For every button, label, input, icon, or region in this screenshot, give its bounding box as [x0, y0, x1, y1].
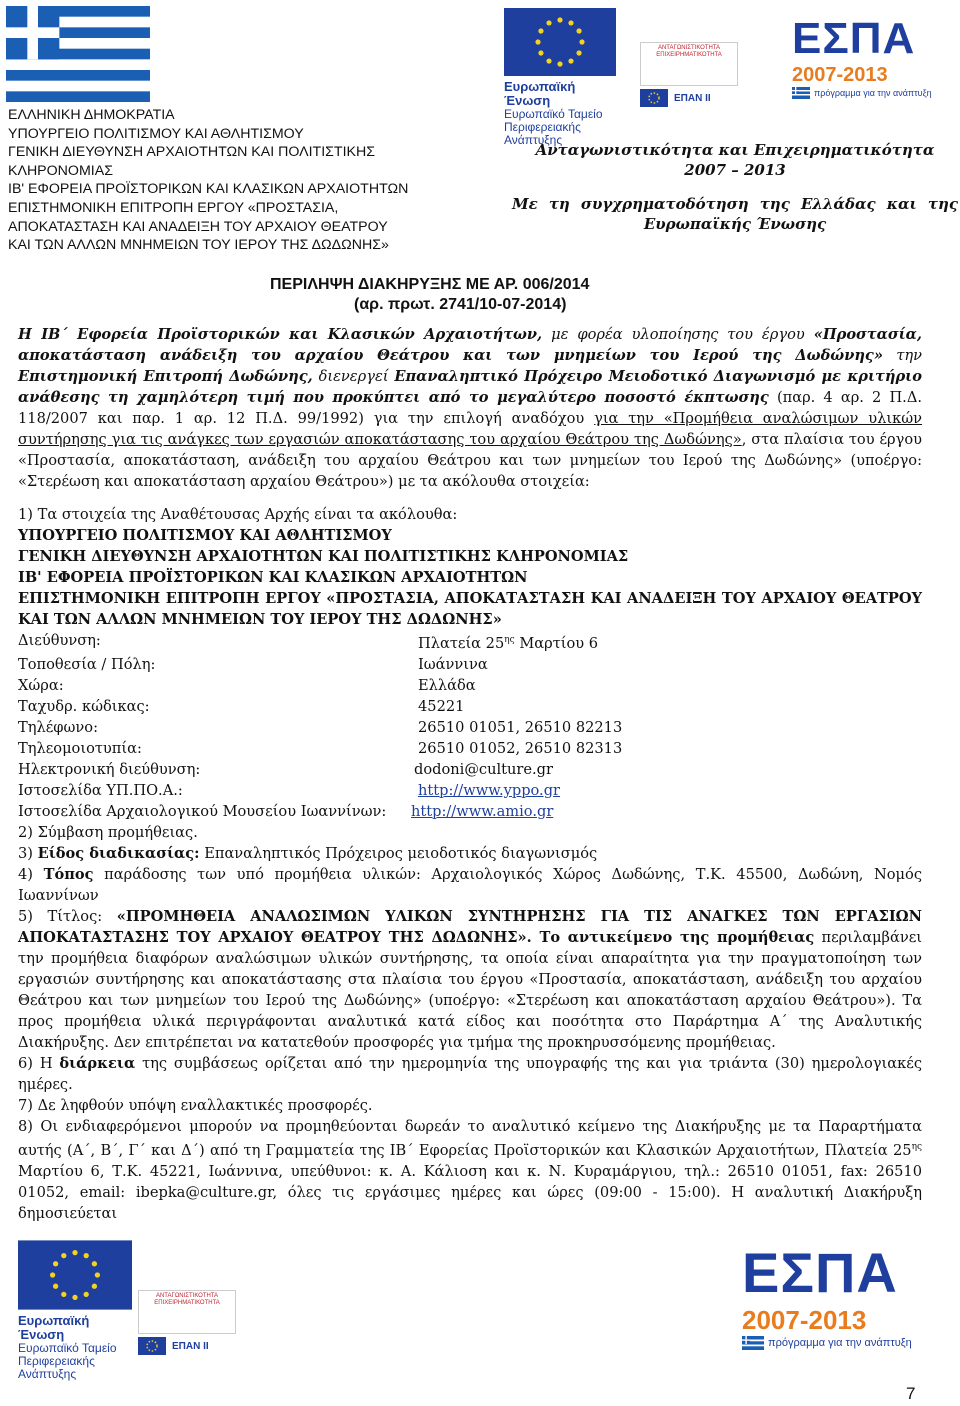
eu-caption: Ευρωπαϊκή Ένωση	[18, 1313, 90, 1342]
erdf-caption-2: Περιφερειακής Ανάπτυξης	[18, 1354, 95, 1381]
authority-line: ΕΠΙΣΤΗΜΟΝΙΚΗ ΕΠΙΤΡΟΠΗ ΕΡΓΟΥ «ΠΡΟΣΤΑΣΙΑ,	[8, 199, 339, 216]
field-key: Τηλέφωνο:	[18, 718, 98, 736]
item-text: 8) Οι ενδιαφερόμενοι μπορούν να προμηθεύονται δωρεάν το αναλυτικό κείμενο της Διακήρυξης με τα Παραρτήματα αυτής (Α΄, Β΄, Γ΄ και Δ΄) από τη Γραμματεία της ΙΒ΄ Εφορείας Προϊστορικών και Κλασικών Αρχαιοτήτων, Πλατεία 25	[18, 1117, 922, 1159]
eu-star-icon	[546, 58, 551, 63]
program-name: Ανταγωνιστικότητα και Επιχειρηματικότητα	[535, 141, 935, 159]
competitiveness-caption: ΑΝΤΑΓΩΝΙΣΤΙΚΟΤΗΤΑ ΕΠΙΧΕΙΡΗΜΑΤΙΚΟΤΗΤΑ	[138, 1290, 236, 1334]
authority-line: ΚΑΙ ΤΩΝ ΑΛΛΩΝ ΜΝΗΜΕΙΩΝ ΤΟΥ ΙΕΡΟΥ ΤΗΣ ΔΩΔΩΝΗΣ»	[8, 237, 389, 254]
field-website	[18, 780, 922, 801]
greek-mini-flag-icon	[792, 87, 810, 99]
authority-bold-line: ΓΕΝΙΚΗ ΔΙΕΥΘΥΝΣΗ ΑΡΧΑΙΟΤΗΤΩΝ ΚΑΙ ΠΟΛΙΤΙΣΤΙΚΗΣ ΚΛΗΡΟΝΟΜΙΑΣ	[18, 548, 629, 565]
item-text: Μαρτίου 6, Τ.Κ. 45221, Ιωάννινα, υπεύθυνοι: κ. Α. Κάλιοση και κ. Ν. Κυραμάργιου, τηλ.: 26510 01051, fax: 26510 01052, email: ibepka@culture.gr, όλες τις εργάσιμες ημέρες και ώρες (09:00 - 15:00). Η αναλυτική Διακήρυξη δημοσιεύεται	[18, 1162, 922, 1222]
eu-star-icon	[72, 1250, 77, 1255]
competitiveness-logo	[640, 42, 740, 108]
authority-bold-line: ΥΠΟΥΡΓΕΙΟ ΠΟΛΙΤΙΣΜΟΥ ΚΑΙ ΑΘΛΗΤΙΣΜΟΥ	[18, 527, 392, 544]
field-address	[18, 630, 922, 654]
epan-label: ΕΠΑΝ ΙΙ	[172, 1340, 209, 1352]
item-text: Τόπος	[43, 865, 94, 883]
authority-line: ΥΠΟΥΡΓΕΙΟ ΠΟΛΙΤΙΣΜΟΥ ΚΑΙ ΑΘΛΗΤΙΣΜΟΥ	[8, 125, 304, 142]
eu-star-icon	[95, 1272, 100, 1277]
greek-flag-logo	[6, 6, 150, 102]
eu-star-icon	[579, 39, 584, 44]
espa-years: 2007-2013	[792, 64, 888, 86]
espa-word: ΕΣΠΑ	[742, 1241, 898, 1304]
item-text: «ΠΡΟΜΗΘΕΙΑ ΑΝΑΛΩΣΙΜΩΝ ΥΛΙΚΩΝ ΣΥΝΤΗΡΗΣΗΣ ΓΙΑ ΤΙΣ ΑΝΑΓΚΕΣ ΤΩΝ ΕΡΓΑΣΙΩΝ ΑΠΟΚΑΤΑΣΤΑΣΗΣ ΤΟΥ ΑΡΧΑΙΟΥ ΘΕΑΤΡΟΥ ΤΗΣ ΔΩΔΩΝΗΣ». Το αντικείμενο της προμήθειας	[18, 907, 922, 946]
program-period: 2007 – 2013	[684, 161, 786, 179]
eu-star-icon	[50, 1272, 55, 1277]
field-key: Ηλεκτρονική διεύθυνση:	[18, 760, 201, 778]
field-phone	[18, 717, 922, 738]
authority-line: ΓΕΝΙΚΗ ΔΙΕΥΘΥΝΣΗ ΑΡΧΑΙΟΤΗΤΩΝ ΚΑΙ ΠΟΛΙΤΙΣΤΙΚΗΣ	[8, 144, 376, 161]
title-line-1: ΠΕΡΙΛΗΨΗ ΔΙΑΚΗΡΥΞΗΣ ΜΕ ΑΡ. 006/2014	[270, 276, 590, 293]
epan-label: ΕΠΑΝ ΙΙ	[674, 92, 711, 104]
item-text: 5) Τίτλος:	[18, 907, 117, 925]
item-4	[18, 864, 922, 906]
authority-line: ΕΛΛΗΝΙΚΗ ΔΗΜΟΚΡΑΤΙΑ	[8, 107, 175, 123]
cofunding-line: Με τη συγχρηματοδότηση της Ελλάδας και της	[512, 195, 958, 213]
item-8	[18, 1116, 922, 1224]
footer-espa-logo	[742, 1240, 942, 1350]
erdf-caption-1: Ευρωπαϊκό Ταμείο	[18, 1341, 117, 1355]
intro-text: Η ΙΒ΄ Εφορεία Προϊστορικών και Κλασικών Αρχαιοτήτων,	[18, 326, 543, 343]
section-1-heading: 1) Τα στοιχεία της Αναθέτουσας Αρχής είναι τα ακόλουθα:	[18, 506, 458, 523]
espa-subtitle: πρόγραμμα για την ανάπτυξη	[814, 88, 932, 98]
intro-text: για την «Προμήθεια αναλώσιμων υλικών συντήρησης για τις ανάγκες των εργασιών αποκατάστασης του αρχαίου Θεάτρου της Δωδώνης»	[18, 410, 922, 448]
eu-star-icon	[53, 1284, 58, 1289]
eu-star-icon	[576, 50, 581, 55]
document-title	[270, 275, 680, 315]
eu-flag-icon	[504, 8, 616, 76]
eu-star-icon	[568, 20, 573, 25]
page-number: 7	[906, 1384, 916, 1403]
field-value: 26510 01051, 26510 82213	[418, 718, 623, 736]
field-value: dodoni@culture.gr	[414, 760, 553, 778]
intro-paragraph	[18, 324, 922, 492]
field-value: Ιωάννινα	[418, 655, 488, 673]
item-text: Επαναληπτικός Πρόχειρος μειοδοτικός διαγωνισμός	[199, 844, 598, 862]
eu-star-icon	[557, 17, 562, 22]
footer-competitiveness-logo	[138, 1290, 238, 1355]
eu-small-flag-icon	[138, 1337, 166, 1355]
intro-text: «Προστασία, αποκατάσταση ανάδειξη του αρχαίου Θεάτρου και των μνημείων του Ιερού της Δωδώνης»	[18, 326, 922, 364]
field-country	[18, 675, 922, 696]
eu-star-icon	[568, 58, 573, 63]
intro-text: Επιστημονική Επιτροπή Δωδώνης,	[18, 368, 313, 385]
field-value: 26510 01052, 26510 82313	[418, 739, 623, 757]
intro-text: (παρ. 4 αρ. 2 Π.Δ. 118/2007 και παρ. 1 αρ. 12 Π.Δ. 99/1992) για την επιλογή αναδόχου	[18, 389, 923, 427]
item-text: διάρκεια	[59, 1054, 136, 1072]
field-key: Ιστοσελίδα Αρχαιολογικού Μουσείου Ιωαννίνων:	[18, 802, 387, 820]
item-5	[18, 906, 922, 1053]
cofunding-line-2: Ευρωπαϊκής Ένωσης	[643, 215, 827, 233]
field-value: 45221	[418, 697, 465, 715]
item-text: περιλαμβάνει την προμήθεια διαφόρων αναλώσιμων υλικών συντήρησης, τα οποία είναι απαραίτητα για την πραγματοποίηση των εργασιών συντήρησης και αποκατάστασης στα πλαίσια του έργου «Προστασία, αποκατάσταση, ανάδειξη του αρχαίου Θεάτρου και των μνημείων του Ιερού της Δωδώνης» (υποέργο: «Στερέωση και αποκατάσταση αρχαίου Θεάτρου»). Τα προς προμήθεια υλικά περιγράφονται αναλυτικά κατά είδος και ποσότητα στο Παράρτημα Α΄ της Αναλυτικής Διακήρυξης. Δεν επιτρέπεται να κατατεθούν προσφορές για τμήμα της προκηρυσσόμενης προμήθειας.	[18, 928, 922, 1051]
field-value	[418, 630, 598, 654]
eu-star-icon	[61, 1253, 66, 1258]
eu-small-flag-icon	[640, 89, 668, 107]
field-city	[18, 654, 922, 675]
field-key: Χώρα:	[18, 676, 64, 694]
field-email	[18, 759, 922, 780]
item-sup: ης	[911, 1141, 922, 1152]
eu-star-icon	[53, 1261, 58, 1266]
eu-caption: Ευρωπαϊκή Ένωση	[504, 79, 576, 108]
eu-star-icon	[61, 1292, 66, 1297]
erdf-caption-1: Ευρωπαϊκό Ταμείο	[504, 107, 603, 121]
authority-bold-line: ΙΒ' ΕΦΟΡΕΙΑ ΠΡΟΪΣΤΟΡΙΚΩΝ ΚΑΙ ΚΛΑΣΙΚΩΝ ΑΡΧΑΙΟΤΗΤΩΝ	[18, 569, 528, 586]
document-body	[18, 324, 922, 1224]
greek-mini-flag-icon	[742, 1336, 764, 1350]
item-6	[18, 1053, 922, 1095]
erdf-caption-2: Περιφερειακής Ανάπτυξης	[504, 120, 581, 147]
intro-text: με φορέα υλοποίησης του έργου	[542, 326, 814, 343]
espa-logo	[792, 14, 952, 106]
field-key: Διεύθυνση:	[18, 632, 101, 649]
authority-line: ΙΒ' ΕΦΟΡΕΙΑ ΠΡΟΪΣΤΟΡΙΚΩΝ ΚΑΙ ΚΛΑΣΙΚΩΝ ΑΡΧΑΙΟΤΗΤΩΝ	[8, 181, 409, 198]
address-value-2: Μαρτίου 6	[514, 634, 599, 652]
field-fax	[18, 738, 922, 759]
eu-star-icon	[546, 20, 551, 25]
espa-word: ΕΣΠΑ	[792, 14, 916, 63]
eu-flag-icon	[18, 1240, 132, 1310]
intro-text: διενεργεί	[312, 368, 395, 385]
item-text: 3)	[18, 844, 38, 862]
title-line-2: (αρ. πρωτ. 2741/10-07-2014)	[354, 296, 567, 313]
eu-star-icon	[84, 1292, 89, 1297]
item-text: Είδος διαδικασίας:	[37, 844, 200, 862]
espa-years: 2007-2013	[742, 1305, 867, 1335]
item-3	[18, 843, 922, 864]
authority-line: ΑΠΟΚΑΤΑΣΤΑΣΗ ΚΑΙ ΑΝΑΔΕΙΞΗ ΤΟΥ ΑΡΧΑΙΟΥ ΘΕΑΤΡΟΥ	[8, 218, 388, 235]
eu-star-icon	[576, 28, 581, 33]
intro-text: Επαναληπτικό Πρόχειρο Μειοδοτικό Διαγωνισμό με κριτήριο ανάθεσης τη χαμηλότερη τιμή που προκύπτει από το μεγαλύτερο ποσοστό έκπτωσης	[18, 368, 922, 406]
item-text: 4)	[18, 865, 44, 883]
authority-bold-line: ΕΠΙΣΤΗΜΟΝΙΚΗ ΕΠΙΤΡΟΠΗ ΕΡΓΟΥ «ΠΡΟΣΤΑΣΙΑ, ΑΠΟΚΑΤΑΣΤΑΣΗ ΚΑΙ ΑΝΑΔΕΙΞΗ ΤΟΥ ΑΡΧΑΙΟΥ ΘΕΑΤΡΟΥ ΚΑΙ ΤΩΝ ΑΛΛΩΝ ΜΝΗΜΕΙΩΝ ΤΟΥ ΙΕΡΟΥ ΤΗΣ ΔΩΔΩΝΗΣ»	[18, 590, 922, 628]
espa-subtitle: πρόγραμμα για την ανάπτυξη	[768, 1337, 912, 1349]
field-key: Ταχυδρ. κώδικας:	[18, 697, 150, 715]
item-text: 6) Η	[18, 1054, 60, 1072]
eu-logo	[504, 8, 618, 147]
eu-star-icon	[92, 1261, 97, 1266]
address-sup: ης	[504, 635, 515, 645]
eu-star-icon	[92, 1284, 97, 1289]
eu-star-icon	[535, 39, 540, 44]
intro-text: , στα πλαίσια του έργου «Προστασία, αποκατάσταση, ανάδειξη του αρχαίου Θεάτρου και των μνημείων του Ιερού της Δωδώνης» (υποέργο: «Στερέωση και αποκατάσταση αρχαίου Θεάτρου») με τα ακόλουθα στοιχεία:	[18, 431, 923, 490]
field-key: Τηλεομοιοτυπία:	[18, 739, 142, 757]
field-museum-website	[18, 801, 922, 822]
eu-star-icon	[72, 1295, 77, 1300]
address-value: Πλατεία 25	[418, 634, 505, 652]
authority-block	[8, 106, 508, 255]
field-value: Ελλάδα	[418, 676, 476, 694]
competitiveness-caption: ΑΝΤΑΓΩΝΙΣΤΙΚΟΤΗΤΑ ΕΠΙΧΕΙΡΗΜΑΤΙΚΟΤΗΤΑ	[640, 42, 738, 86]
item-text: παράδοσης των υπό προμήθεια υλικών: Αρχαιολογικός Χώρος Δωδώνης, Τ.Κ. 45500, Δωδώνη, Νομός Ιωαννίνων	[18, 865, 922, 904]
field-zip	[18, 696, 922, 717]
ministry-website-link[interactable]: http://www.yppo.gr	[418, 781, 561, 799]
field-key: Τοποθεσία / Πόλη:	[18, 655, 156, 673]
program-header	[512, 140, 958, 234]
footer-eu-logo	[18, 1240, 134, 1381]
authority-line: ΚΛΗΡΟΝΟΜΙΑΣ	[8, 162, 113, 179]
item-2: 2) Σύμβαση προμήθειας.	[18, 823, 198, 841]
eu-star-icon	[557, 61, 562, 66]
eu-star-icon	[84, 1253, 89, 1258]
eu-star-icon	[538, 28, 543, 33]
eu-star-icon	[538, 50, 543, 55]
field-key: Ιστοσελίδα ΥΠ.ΠΟ.Α.:	[18, 781, 183, 799]
museum-website-link[interactable]: http://www.amio.gr	[411, 802, 554, 820]
intro-text: την	[882, 347, 923, 364]
item-7: 7) Δε ληφθούν υπόψη εναλλακτικές προσφορές.	[18, 1096, 373, 1114]
item-text: της συμβάσεως ορίζεται από την ημερομηνία της υπογραφής της και για τριάντα (30) ημερολογιακές ημέρες.	[18, 1054, 922, 1093]
